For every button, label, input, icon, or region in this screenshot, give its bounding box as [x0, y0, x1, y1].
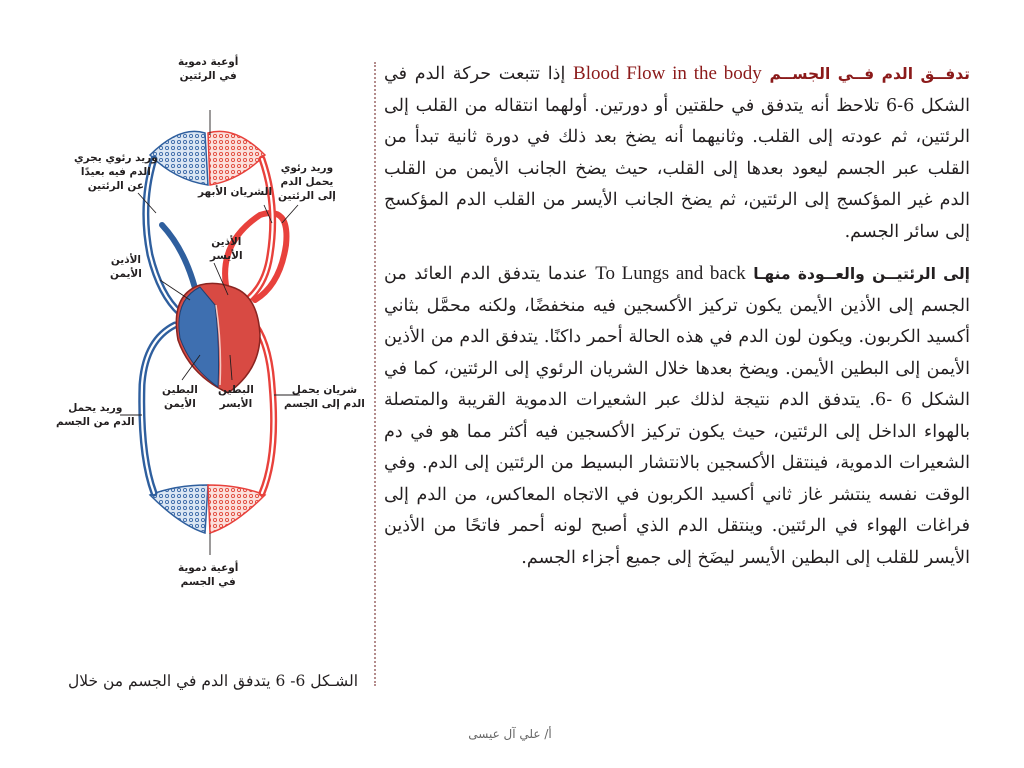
label-line: الشريان الأبهر — [198, 186, 273, 198]
body-capillaries — [150, 485, 265, 533]
label-line: يحمل الدم — [280, 176, 334, 188]
label-line: وريد رئوي — [280, 162, 334, 174]
label-line: الدم إلى الجسم — [284, 398, 365, 410]
paragraph-blood-flow — [384, 58, 970, 248]
label-line: الدم فيه بعيدًا — [80, 166, 151, 178]
label-right-ventricle — [162, 383, 198, 411]
label-line: الدم من الجسم — [56, 416, 135, 428]
label-line: الأذين — [110, 254, 142, 266]
label-line: شريان يحمل — [291, 384, 358, 396]
label-line: وريد رئوي يجري — [74, 152, 158, 164]
figure-caption: الشـكل 6- 6 يتدفق الدم في الجسم من خلال — [67, 672, 358, 690]
label-line: البطين — [162, 384, 198, 396]
heading-blood-flow-ar: تدفــق الدم فــي الجســم — [769, 65, 970, 83]
label-pulmonary-vein-left — [74, 151, 158, 193]
paragraph-lungs — [384, 258, 970, 574]
label-line: الأيسر — [210, 250, 243, 262]
label-lung-vessels — [178, 55, 238, 83]
heading-lungs-ar: إلى الرئتيــن والعــودة منهـا — [753, 265, 970, 283]
label-line: في الرئتين — [179, 70, 237, 82]
label-left-ventricle — [218, 383, 254, 411]
label-right-atrium — [110, 253, 142, 281]
label-body-vessels — [178, 561, 238, 589]
heading-blood-flow-en: Blood Flow in the body — [573, 63, 762, 84]
label-line: الأذين — [211, 236, 242, 248]
label-line: أوعية دموية — [178, 56, 239, 68]
label-artery-to-body — [284, 383, 365, 411]
label-line: أوعية دموية — [178, 562, 239, 574]
label-pulmonary-vein-right — [278, 161, 336, 203]
heading-lungs-en: To Lungs and back — [595, 263, 746, 284]
label-left-atrium — [210, 235, 243, 263]
column-divider — [374, 62, 376, 686]
page-footer: أ/ علي آل عيسى — [468, 727, 552, 741]
circulation-figure — [50, 55, 370, 615]
paragraph-lungs-text: عندما يتدفق الدم العائد من الجسم إلى الأذين الأيمن يكون تركيز الأكسجين فيه منخفضًا، ولكنه محمَّل بثاني أكسيد الكربون. ويكون لون الدم في هذه الحالة أحمر داكنًا. يتدفق الدم من الأذين الأيمن إلى البطين الأيمن. ويضخ بعدها خلال الشريان الرئوي إلى الرئتين، كما في الشكل 6 -6. يتدفق الدم نتيجة لذلك عبر الشعيرات الدموية القريبة والمتصلة بالهواء الداخل إلى الرئتين، حيث يكون تركيز الأكسجين فيه أكثر مما هو في دم الشعيرات الدموية، فينتقل الأكسجين بالانتشار البسيط من الرئتين إلى الدم. وفي الوقت نفسه ينتشر غاز ثاني أكسيد الكربون في الاتجاه المعاكس، من الدم إلى فراغات الهواء في الرئتين. وينتقل الدم الذي أصبح لونه أحمر فاتحًا من الأذين الأيسر للقلب إلى البطين الأيسر ليضَخ إلى جميع أجزاء الجسم. — [384, 264, 970, 568]
text-column — [384, 58, 970, 574]
label-vein-from-body — [56, 401, 135, 429]
label-line: البطين — [218, 384, 254, 396]
label-line: عن الرئتين — [87, 180, 145, 192]
lung-capillaries — [150, 131, 265, 185]
paragraph-blood-flow-text: إذا تتبعت حركة الدم في الشكل 6-6 تلاحظ أنه يتدفق في حلقتين أو دورتين. أولهما انتقاله من القلب إلى الرئتين، ثم عودته إلى القلب. وثانيهما أنه يضخ بعد ذلك في دورة ثانية تبدأ من القلب عبر الجسم ليعود بعدها إلى القلب، حيث يضخ الجانب الأيمن من القلب الدم غير المؤكسج إلى الرئتين، ثم يضخ الجانب الأيسر من القلب الدم المؤكسج إلى سائر الجسم. — [384, 64, 970, 242]
label-line: الأيمن — [163, 398, 196, 410]
circulation-diagram — [50, 55, 370, 615]
label-aorta — [198, 185, 272, 199]
label-line: في الجسم — [180, 576, 236, 588]
label-line: الأيسر — [219, 398, 253, 410]
label-line: وريد يحمل — [68, 402, 123, 414]
heart — [176, 283, 260, 393]
label-line: إلى الرئتين — [278, 190, 336, 202]
label-line: الأيمن — [110, 268, 142, 280]
